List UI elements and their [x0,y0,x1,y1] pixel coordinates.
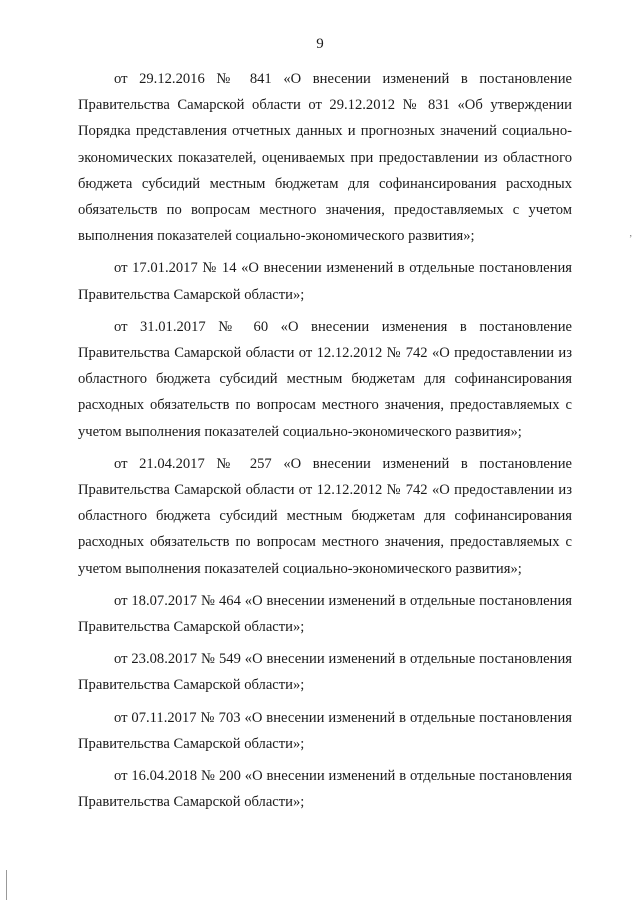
list-item-decree-257: от 21.04.2017 № 257 «О внесении изменений в постановление Правительства Самарской области от 12.12.2012 № 742 «О предоставлении из областного бюджета субсидий местным бюджетам для софинансирования расходных обязательств по вопросам местного значения, предоставляемых с учетом выполнения показателей социально-экономического развития»; [78,455,572,577]
scan-edge-mark [6,870,7,900]
list-item-decree-549: от 23.08.2017 № 549 «О внесении изменений в отдельные постановления Правительства Самарской области»; [78,651,572,694]
scan-edge-dot: , [629,228,632,239]
list-item-decree-841: от 29.12.2016 № 841 «О внесении изменений в постановление Правительства Самарской области от 29.12.2012 № 831 «Об утверждении Порядка представления отчетных данных и прогнозных значений социально-экономических показателей, оцениваемых при предоставлении из областного бюджета субсидий местным бюджетам для софинансирования расходных обязательств по вопросам местного значения, предоставляемых с учетом выполнения показателей социально-экономического развития»; [78,71,572,245]
list-item-decree-14: от 17.01.2017 № 14 «О внесении изменений в отдельные постановления Правительства Самарской области»; [78,260,572,303]
list-item-decree-464: от 18.07.2017 № 464 «О внесении изменений в отдельные постановления Правительства Самарской области»; [78,592,572,636]
list-item-decree-60: от 31.01.2017 № 60 «О внесении изменения в постановление Правительства Самарской области от 12.12.2012 № 742 «О предоставлении из областного бюджета субсидий местным бюджетам для софинансирования расходных обязательств по вопросам местного значения, предоставляемых с учетом выполнения показателей социально-экономического развития»; [78,318,572,440]
list-item-decree-200: от 16.04.2018 № 200 «О внесении изменений в отдельные постановления Правительства Самарской области»; [78,768,572,811]
document-body [78,66,572,821]
page-number: 9 [316,36,324,52]
list-item-decree-703: от 07.11.2017 № 703 «О внесении изменений в отдельные постановления Правительства Самарской области»; [78,709,572,752]
